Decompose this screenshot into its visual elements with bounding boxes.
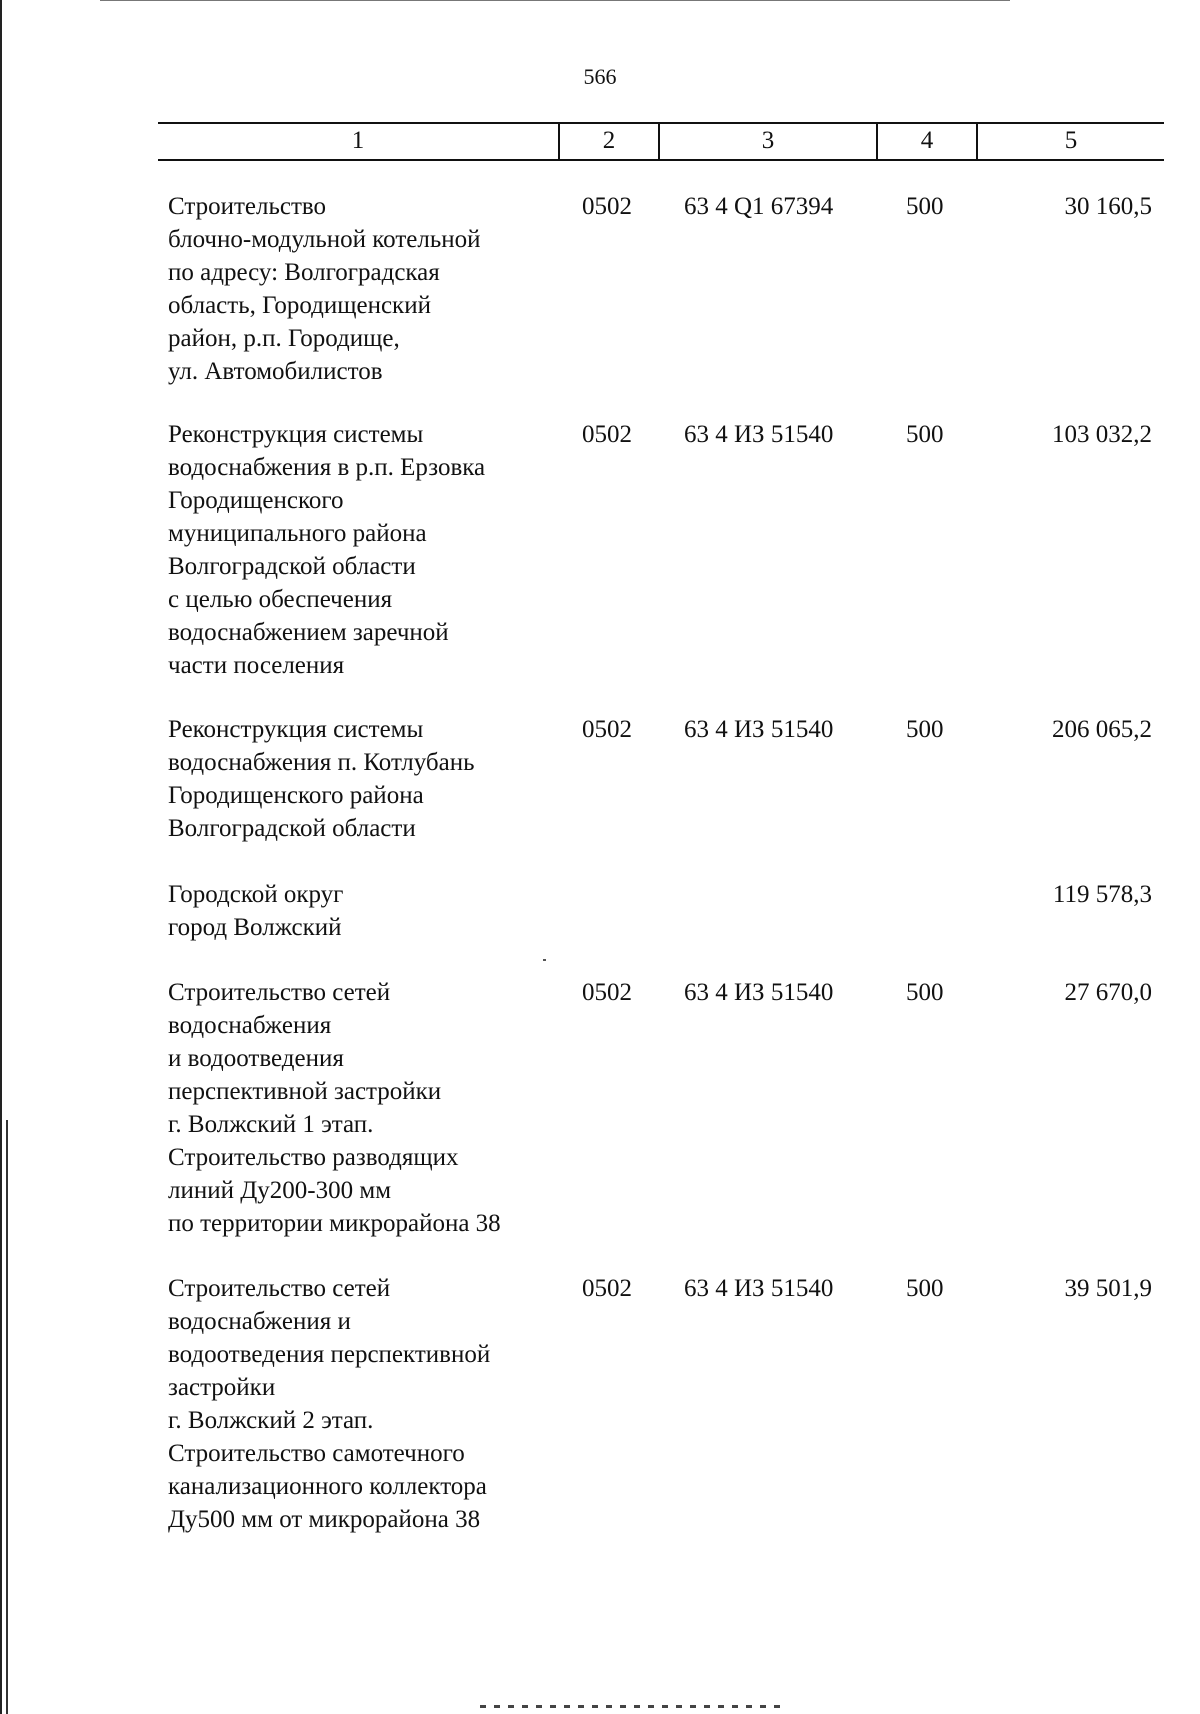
description-line: водоснабжения <box>168 1012 332 1039</box>
row-description <box>168 418 568 682</box>
description-line: область, Городищенский <box>168 292 431 319</box>
amount: 103 032,2 <box>1052 421 1152 448</box>
description-line: Городищенского района <box>168 782 424 809</box>
amount: 30 160,5 <box>1064 193 1152 220</box>
description-line: линий Ду200-300 мм <box>168 1177 392 1204</box>
section-code: 0502 <box>582 979 632 1006</box>
description-line: по территории микрорайона 38 <box>168 1210 501 1237</box>
description-line: перспективной застройки <box>168 1078 442 1105</box>
description-line: по адресу: Волгоградская <box>168 259 440 286</box>
amount: 39 501,9 <box>1064 1275 1152 1302</box>
description-line: Волгоградской области <box>168 815 416 842</box>
row-description <box>168 878 568 944</box>
target-article: 63 4 ИЗ 51540 <box>684 979 834 1006</box>
expense-type: 500 <box>906 716 944 743</box>
scan-edge <box>0 0 2 1714</box>
amount: 27 670,0 <box>1064 979 1152 1006</box>
header-col-4: 4 <box>878 124 978 159</box>
description-line: Ду500 мм от микрорайона 38 <box>168 1506 481 1533</box>
description-line: район, р.п. Городище, <box>168 325 400 352</box>
description-line: Реконструкция системы <box>168 716 424 743</box>
description-line: Строительство самотечного <box>168 1440 465 1467</box>
description-line: Строительство разводящих <box>168 1144 459 1171</box>
header-col-1: 1 <box>158 124 560 159</box>
section-code: 0502 <box>582 1275 632 1302</box>
target-article: 63 4 Q1 67394 <box>684 193 834 220</box>
header-col-3: 3 <box>660 124 878 159</box>
description-line: водоснабжения и <box>168 1308 351 1335</box>
expense-type: 500 <box>906 1275 944 1302</box>
page-number: 566 <box>583 64 617 89</box>
description-line: г. Волжский 2 этап. <box>168 1407 374 1434</box>
description-line: водоснабжением заречной <box>168 619 449 646</box>
description-line: части поселения <box>168 652 345 679</box>
description-line: Строительство <box>168 193 327 220</box>
row-description <box>168 190 568 388</box>
description-line: г. Волжский 1 этап. <box>168 1111 374 1138</box>
table-header <box>158 122 1164 161</box>
description-line: водоотведения перспективной <box>168 1341 491 1368</box>
row-description <box>168 713 568 845</box>
description-line: Волгоградской области <box>168 553 416 580</box>
description-line: муниципального района <box>168 520 427 547</box>
header-col-5: 5 <box>1064 127 1078 154</box>
expense-type: 500 <box>906 979 944 1006</box>
header-col-2: 2 <box>560 124 660 159</box>
description-line: водоснабжения в р.п. Ерзовка <box>168 454 486 481</box>
description-line: блочно-модульной котельной <box>168 226 481 253</box>
scan-edge <box>100 0 1010 1</box>
description-line: ул. Автомобилистов <box>168 358 383 385</box>
scan-artifact <box>480 1705 780 1708</box>
description-line: и водоотведения <box>168 1045 344 1072</box>
target-article: 63 4 ИЗ 51540 <box>684 716 834 743</box>
scan-edge <box>6 1120 8 1714</box>
target-article: 63 4 ИЗ 51540 <box>684 1275 834 1302</box>
description-line: город Волжский <box>168 914 342 941</box>
expense-type: 500 <box>906 193 944 220</box>
description-line: Строительство сетей <box>168 1275 391 1302</box>
description-line: Строительство сетей <box>168 979 391 1006</box>
description-line: Городской округ <box>168 881 344 908</box>
amount: 206 065,2 <box>1052 716 1152 743</box>
expense-type: 500 <box>906 421 944 448</box>
scan-speck <box>543 959 546 961</box>
section-code: 0502 <box>582 421 632 448</box>
description-line: водоснабжения п. Котлубань <box>168 749 475 776</box>
description-line: застройки <box>168 1374 276 1401</box>
row-description <box>168 1272 568 1536</box>
row-description <box>168 976 568 1240</box>
description-line: канализационного коллектора <box>168 1473 487 1500</box>
target-article: 63 4 ИЗ 51540 <box>684 421 834 448</box>
description-line: с целью обеспечения <box>168 586 393 613</box>
amount: 119 578,3 <box>1052 881 1152 908</box>
description-line: Реконструкция системы <box>168 421 424 448</box>
section-code: 0502 <box>582 193 632 220</box>
description-line: Городищенского <box>168 487 344 514</box>
section-code: 0502 <box>582 716 632 743</box>
